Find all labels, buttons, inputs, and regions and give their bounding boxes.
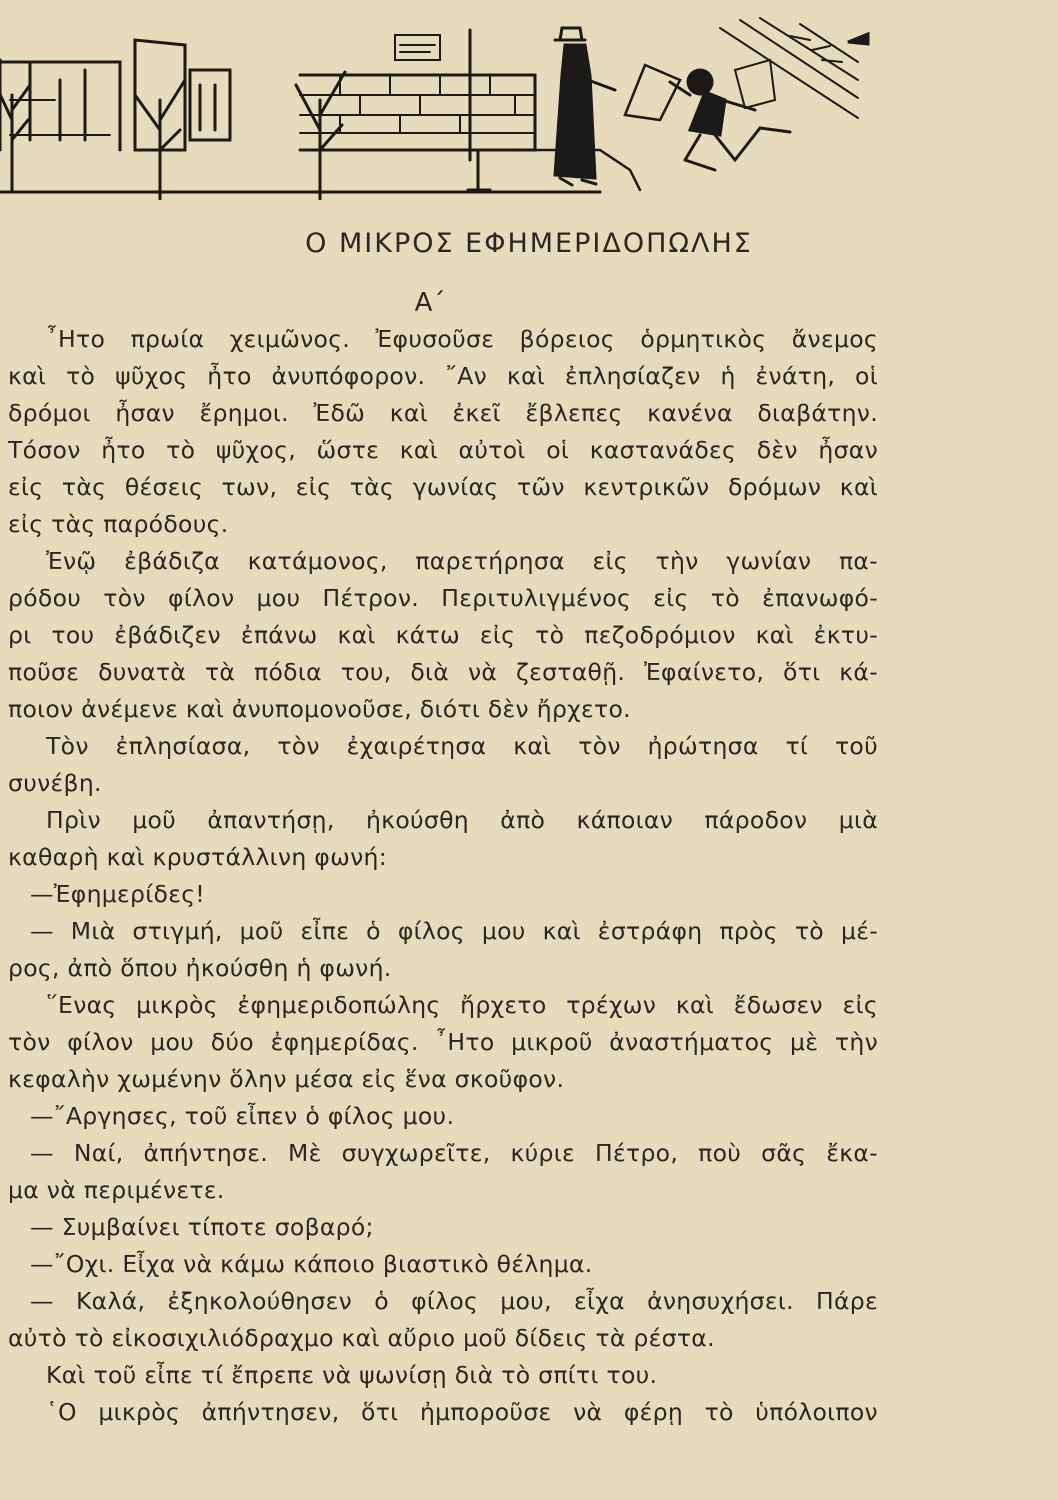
text-line: — Συμβαίνει τίποτε σοβαρό; (30, 1213, 374, 1241)
section-numeral: Α΄ (414, 288, 446, 318)
text-line: — Ναί, ἀπήντησε. Μὲ συγχωρεῖτε, κύριε Πέτρο, ποὺ σᾶς ἔκα- (30, 1139, 878, 1167)
text-line: ῏Ητο πρωία χειμῶνος. Ἐφυσοῦσε βόρειος ὁρμητικὸς ἄνεμος (46, 325, 878, 353)
text-line: — Μιὰ στιγμή, μοῦ εἶπε ὁ φίλος μου καὶ ἐστράφη πρὸς τὸ μέ- (30, 917, 878, 945)
text-line: ρος, ἀπὸ ὅπου ἠκούσθη ἡ φωνή. (8, 954, 392, 982)
text-line: ῞Ενας μικρὸς ἐφημεριδοπώλης ἤρχετο τρέχων καὶ ἔδωσεν εἰς (46, 991, 878, 1019)
text-line: ρόδου τὸν φίλον μου Πέτρον. Περιτυλιγμένος εἰς τὸ ἐπανωφό- (8, 584, 878, 612)
text-line: καθαρὴ καὶ κρυστάλλινη φωνή: (8, 843, 387, 871)
text-line: Ἐνῷ ἐβάδιζα κατάμονος, παρετήρησα εἰς τὴν γωνίαν πα- (46, 547, 878, 575)
text-line: —῎Οχι. Εἶχα νὰ κάμω κάποιο βιαστικὸ θέλημα. (30, 1250, 593, 1278)
text-line: ποιον ἀνέμενε καὶ ἀνυπομονοῦσε, διότι δὲν ἤρχετο. (8, 695, 631, 723)
text-line: Καὶ τοῦ εἶπε τί ἔπρεπε νὰ ψωνίσῃ διὰ τὸ σπίτι του. (46, 1361, 658, 1389)
text-line: ποῦσε δυνατὰ τὰ πόδια του, διὰ νὰ ζεσταθῇ. Ἐφαίνετο, ὅτι κά- (8, 658, 878, 686)
street-scene-illustration (0, 0, 1058, 200)
text-line: εἰς τὰς θέσεις των, εἰς τὰς γωνίας τῶν κεντρικῶν δρόμων καὶ (8, 473, 878, 501)
story-title: Ο ΜΙΚΡΟΣ ΕΦΗΜΕΡΙΔΟΠΩΛΗΣ (305, 228, 753, 259)
text-line: εἰς τὰς παρόδους. (8, 510, 229, 538)
text-line: κεφαλὴν χωμένην ὅλην μέσα εἰς ἕνα σκοῦφον. (8, 1065, 565, 1093)
text-line: —῎Αργησες, τοῦ εἶπεν ὁ φίλος μου. (30, 1102, 455, 1130)
text-line: —Ἐφημερίδες! (30, 880, 206, 908)
text-line: αὐτὸ τὸ εἰκοσιχιλιόδραχμο καὶ αὔριο μοῦ δίδεις τὰ ρέστα. (8, 1324, 715, 1352)
text-line: καὶ τὸ ψῦχος ἦτο ἀνυπόφορον. ῎Αν καὶ ἐπλησίαζεν ἡ ἐνάτη, οἱ (8, 362, 878, 390)
text-line: Πρὶν μοῦ ἀπαντήσῃ, ἠκούσθη ἀπὸ κάποιαν πάροδον μιὰ (46, 806, 878, 834)
text-line: συνέβη. (8, 769, 102, 797)
text-line: — Καλά, ἐξηκολούθησεν ὁ φίλος μου, εἶχα ἀνησυχήσει. Πάρε (30, 1287, 878, 1315)
text-line: Τὸν ἐπλησίασα, τὸν ἐχαιρέτησα καὶ τὸν ἠρώτησα τί τοῦ (46, 732, 878, 760)
text-line: Τόσον ἦτο τὸ ψῦχος, ὥστε καὶ αὐτοὶ οἱ καστανάδες δὲν ἦσαν (8, 436, 878, 464)
text-line: δρόμοι ἦσαν ἔρημοι. Ἐδῶ καὶ ἐκεῖ ἔβλεπες κανένα διαβάτην. (8, 399, 878, 427)
text-line: τὸν φίλον μου δύο ἐφημερίδας. ῏Ητο μικροῦ ἀναστήματος μὲ τὴν (8, 1028, 878, 1056)
text-line: ῾Ο μικρὸς ἀπήντησεν, ὅτι ἠμποροῦσε νὰ φέρῃ τὸ ὑπόλοιπον (46, 1398, 878, 1426)
text-line: ρι του ἐβάδιζεν ἐπάνω καὶ κάτω εἰς τὸ πεζοδρόμιον καὶ ἐκτυ- (8, 621, 878, 649)
text-line: μα νὰ περιμένετε. (8, 1176, 225, 1204)
